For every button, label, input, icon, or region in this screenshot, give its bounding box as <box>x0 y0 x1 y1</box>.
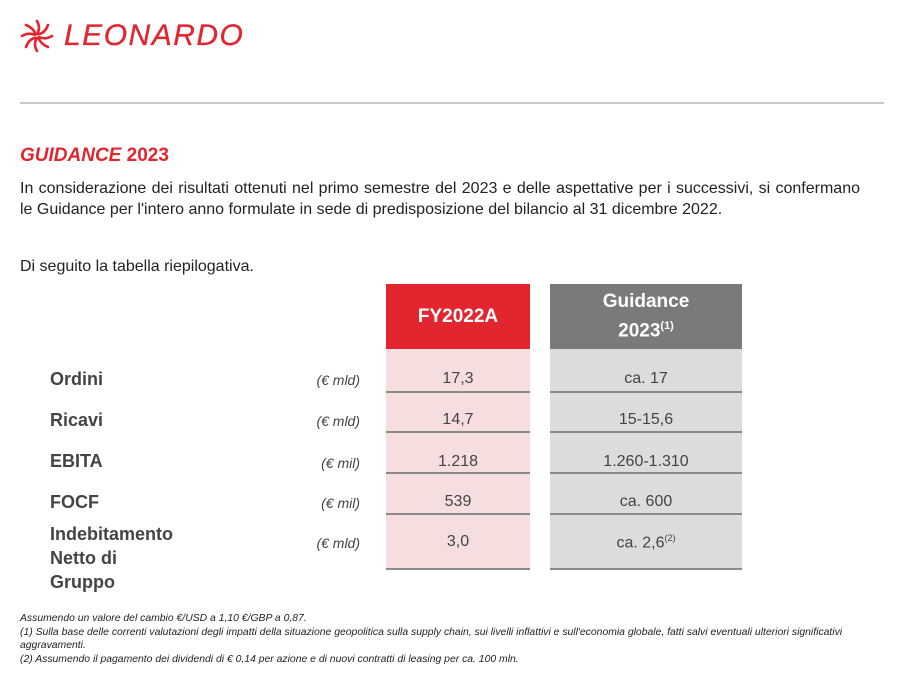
footnote-1: (1) Sulla base delle correnti valutazioni degli impatti della situazione geopolitica sulla supply chain, sui livelli inflattivi e sull'economia globale, fatti salvi eventuali ulteriori significativi aggravamenti. <box>20 626 843 651</box>
row-separator <box>550 472 742 474</box>
row-unit: (€ mil) <box>321 495 360 511</box>
cell-guidance-indebitamento <box>550 533 742 552</box>
row-label-line2: Netto di Gruppo <box>50 548 117 592</box>
leonardo-star-icon <box>18 17 56 55</box>
guidance-header-footnote: (1) <box>660 319 674 332</box>
row-label-indebitamento <box>50 522 173 594</box>
footnote-exchange: Assumendo un valore del cambio €/USD a 1,10 €/GBP a 0,87. <box>20 613 307 624</box>
row-separator <box>550 513 742 515</box>
cell-fy-indebitamento: 3,0 <box>446 533 470 550</box>
row-separator <box>386 472 530 474</box>
cell-guidance-ebita: 1.260-1.310 <box>603 453 689 470</box>
guidance-header-line2 <box>618 314 674 343</box>
cell-fy-ebita: 1.218 <box>437 453 479 470</box>
row-separator <box>386 568 530 570</box>
cell-guidance-ordini: ca. 17 <box>624 370 668 387</box>
row-separator <box>550 391 742 393</box>
guidance-header-line1: Guidance <box>602 290 690 312</box>
row-label-ricavi: Ricavi <box>50 410 104 430</box>
row-label-ordini: Ordini <box>50 369 103 389</box>
row-unit: (€ mil) <box>321 455 360 471</box>
logo-wordmark: LEONARDO <box>64 19 245 52</box>
guidance-header-year: 2023 <box>618 320 661 342</box>
row-unit: (€ mld) <box>316 372 360 388</box>
cell-fy-ordini: 17,3 <box>442 370 474 387</box>
cell-fy-focf: 539 <box>444 493 472 510</box>
row-separator <box>386 513 530 515</box>
cell-guidance-value: ca. 2,6 <box>616 534 665 552</box>
row-label-line1: Indebitamento <box>50 524 174 544</box>
cell-fy-ricavi: 14,7 <box>442 411 474 428</box>
row-separator <box>550 431 742 433</box>
cell-guidance-focf: ca. 600 <box>619 493 673 510</box>
column-header-guidance <box>550 284 742 349</box>
footnote-2: (2) Assumendo il pagamento dei dividendi di € 0,14 per azione e di nuovi contratti di leasing per ca. 100 mln. <box>20 653 519 665</box>
row-separator <box>386 391 530 393</box>
section-title-word: GUIDANCE <box>20 145 122 166</box>
intro-subtext: Di seguito la tabella riepilogativa. <box>20 258 254 275</box>
intro-paragraph: In considerazione dei risultati ottenuti nel primo semestre del 2023 e delle aspettative per i successivi, si confermano le Guidance per l'intero anno formulate in sede di predisposizione del bilancio al 31 dicembre 2022. <box>20 180 860 218</box>
row-unit: (€ mld) <box>316 413 360 429</box>
row-unit: (€ mld) <box>316 535 360 551</box>
footnotes <box>20 612 880 666</box>
cell-guidance-ricavi: 15-15,6 <box>618 411 674 428</box>
leonardo-logo <box>18 14 244 58</box>
row-separator <box>550 568 742 570</box>
column-header-fy2022a: FY2022A <box>386 284 530 349</box>
section-title-year: 2023 <box>126 145 169 166</box>
row-label-focf: FOCF <box>50 492 99 512</box>
row-separator <box>386 431 530 433</box>
cell-footnote-marker: (2) <box>664 533 676 543</box>
section-title <box>20 145 169 167</box>
row-label-ebita: EBITA <box>50 451 103 471</box>
header-divider <box>20 102 884 104</box>
